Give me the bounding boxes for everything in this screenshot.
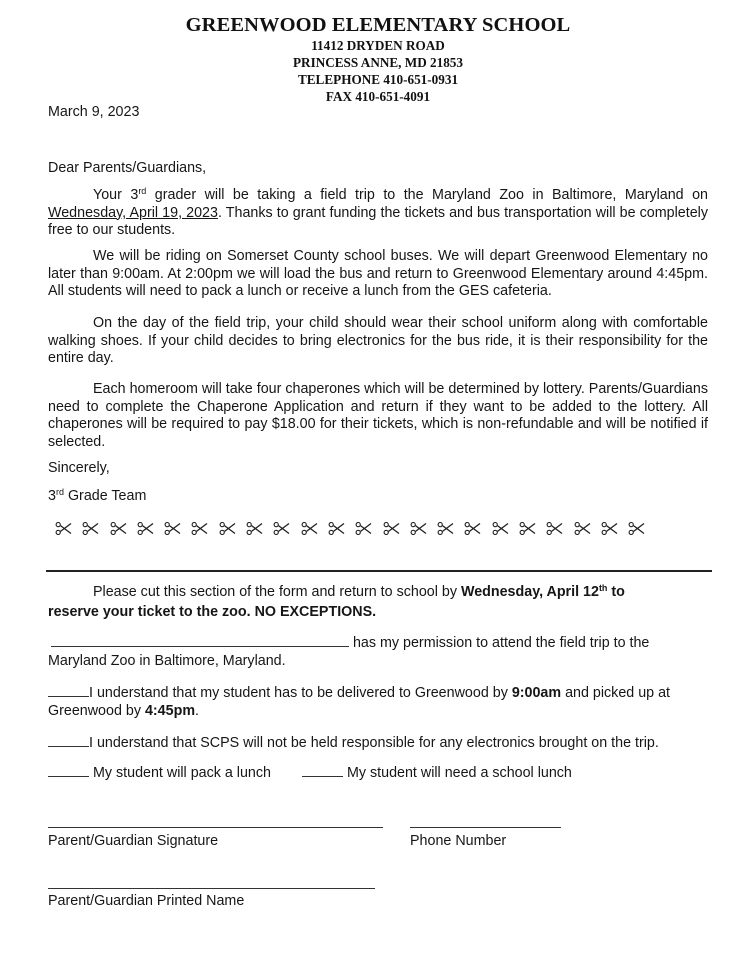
signature-team: Grade Team xyxy=(63,488,147,504)
scissors-icon xyxy=(273,517,300,539)
scissors-icon xyxy=(82,517,109,539)
scissors-icon xyxy=(601,517,628,539)
closing: Sincerely, xyxy=(48,460,110,476)
deadline-date: Wednesday, April 12 xyxy=(460,584,599,600)
permission-destination: Maryland Zoo in Baltimore, Maryland. xyxy=(48,653,286,669)
para1-text-end: . Thanks to grant funding the tickets and bus transportation will be completely free to our students. xyxy=(48,204,708,239)
signature-label: Parent/Guardian Signature xyxy=(48,833,219,849)
ack-delivery-text: I understand that my student has to be delivered to Greenwood by xyxy=(89,685,512,701)
scissors-icon xyxy=(164,517,191,539)
lunch-option-school xyxy=(302,763,572,781)
school-address-line2: PRINCESS ANNE, MD 21853 xyxy=(293,55,463,70)
lunch-option-pack xyxy=(48,763,271,781)
para1-text-middle: grader will be taking a field trip to the Maryland Zoo in Baltimore, Maryland on xyxy=(146,187,709,203)
para1-ordinal-suffix: rd xyxy=(138,186,147,196)
scissors-icon xyxy=(219,517,246,539)
deadline-text: to xyxy=(607,584,625,600)
para1-text-start: Your 3 xyxy=(93,187,139,203)
scissors-icon xyxy=(546,517,573,539)
scissors-icon xyxy=(110,517,137,539)
cut-divider-rule xyxy=(46,570,712,572)
scissors-icon xyxy=(191,517,218,539)
school-fax: FAX 410-651-4091 xyxy=(325,89,431,104)
ack-pickup-text: Greenwood by xyxy=(48,703,145,719)
ack-delivery-initial-blank[interactable] xyxy=(48,683,89,697)
trip-date: Wednesday, April 19, 2023 xyxy=(48,204,218,221)
scissors-icon xyxy=(492,517,519,539)
phone-number-label: Phone Number xyxy=(410,833,507,849)
paragraph-trip-announcement xyxy=(48,187,708,240)
paragraph-attire xyxy=(48,315,708,368)
permission-text: has my permission to attend the field trip to the xyxy=(349,635,650,651)
no-exceptions-notice: reserve your ticket to the zoo. NO EXCEPTIONS. xyxy=(48,603,377,620)
scissors-icon xyxy=(574,517,601,539)
form-instructions xyxy=(48,583,713,622)
scissors-icon xyxy=(519,517,546,539)
scissors-icon xyxy=(328,517,355,539)
signature-grade-number: 3 xyxy=(48,488,56,504)
scissors-icon xyxy=(628,517,655,539)
printed-name-line[interactable] xyxy=(48,888,375,889)
pack-lunch-blank[interactable] xyxy=(48,763,89,777)
paragraph-chaperones xyxy=(48,381,708,451)
signature-ordinal-suffix: rd xyxy=(55,487,64,497)
scissors-icon xyxy=(137,517,164,539)
school-lunch-label: My student will need a school lunch xyxy=(343,765,572,781)
ack-electronics-initial-blank[interactable] xyxy=(48,733,89,747)
ack-delivery-text-cont: and picked up at xyxy=(561,685,670,701)
ack-electronics xyxy=(48,733,659,751)
phone-number-line[interactable] xyxy=(410,827,561,828)
school-address-line1: 11412 DRYDEN ROAD xyxy=(311,38,445,53)
scissors-icon xyxy=(383,517,410,539)
signature-line[interactable] xyxy=(48,827,383,828)
letter-date: March 9, 2023 xyxy=(48,104,140,120)
salutation: Dear Parents/Guardians, xyxy=(48,160,207,176)
scissors-icon xyxy=(437,517,464,539)
scissors-icon xyxy=(410,517,437,539)
scissors-icon xyxy=(246,517,273,539)
scissors-icon xyxy=(301,517,328,539)
ack-electronics-text: I understand that SCPS will not be held responsible for any electronics brought on the trip. xyxy=(89,735,659,751)
scissors-icon xyxy=(355,517,382,539)
scissors-icon xyxy=(464,517,491,539)
ack-delivery-line1 xyxy=(48,683,670,701)
deadline-ordinal-suffix: th xyxy=(598,583,608,593)
para4-text: Each homeroom will take four chaperones which will be determined by lottery. Parents/Guardians need to complete the Chaperone Application and return if they want to be added to the lottery. All chaperones will be required to pay $18.00 for their tickets, which is non-refundable and will be notified if selected. xyxy=(48,381,708,450)
instructions-text: Please cut this section of the form and return to school by xyxy=(93,584,461,600)
pickup-time: 4:45pm xyxy=(144,703,196,719)
pack-lunch-label: My student will pack a lunch xyxy=(89,765,271,781)
student-name-blank[interactable] xyxy=(51,633,349,647)
dropoff-time: 9:00am xyxy=(511,685,562,701)
school-lunch-blank[interactable] xyxy=(302,763,343,777)
ack-pickup-period: . xyxy=(195,703,200,719)
school-telephone: TELEPHONE 410-651-0931 xyxy=(297,72,459,87)
paragraph-transportation xyxy=(48,248,708,301)
para3-text: On the day of the field trip, your child should wear their school uniform along with comfortable walking shoes. If your child decides to bring electronics for the bus ride, it is their responsibility for the entire day. xyxy=(48,315,708,367)
scissors-icon xyxy=(55,517,82,539)
scissors-cut-line xyxy=(55,517,656,539)
permission-statement xyxy=(48,633,649,651)
para2-text: We will be riding on Somerset County school buses. We will depart Greenwood Elementary no later than 9:00am. At 2:00pm we will load the bus and return to Greenwood Elementary around 4:45pm. All students will need to pack a lunch or receive a lunch from the GES cafeteria. xyxy=(48,248,708,300)
school-name: GREENWOOD ELEMENTARY SCHOOL xyxy=(185,14,571,36)
printed-name-label: Parent/Guardian Printed Name xyxy=(48,893,245,909)
return-deadline xyxy=(461,584,625,600)
signature-block xyxy=(48,488,146,504)
ack-delivery-line2 xyxy=(48,703,199,719)
